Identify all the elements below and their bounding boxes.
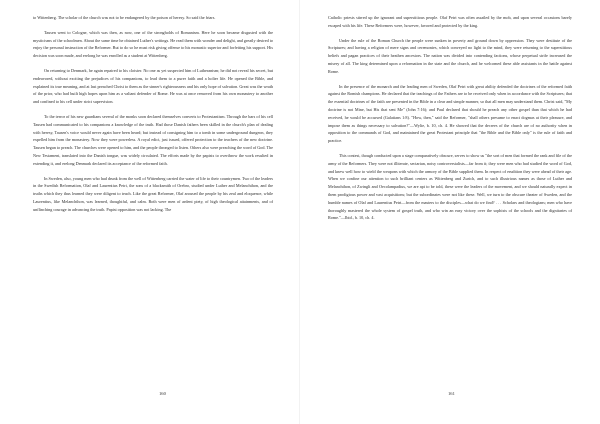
left-page-number: 160 — [159, 391, 166, 396]
left-paragraph-1: to Wittenberg. The scholar of the church was not to be endangered by the poison of heresy. So said the friars. — [33, 15, 216, 20]
right-page-number: 161 — [448, 391, 455, 396]
right-paragraph-1: Catholic priests stirred up the ignorant and superstitious people. Olaf Petri was often assailed by the mob, and upon several occasions barely escaped with his life. These Reformers were, however, favored and protected by the king. — [328, 15, 572, 28]
left-paragraph-5: In Sweden, also, young men who had drunk from the well of Wittenberg carried the water of life to their countrymen. Two of the leaders in the Swedish Reformation, Olaf and Laurentius Petri, the sons of a blacksmith of Orebro, studied under Luther and Melanchthon, and the truths which they thus learned they were diligent to teach. Like the great Reformer, Olaf aroused the people by his zeal and eloquence, while Laurentius, like Melanchthon, was learned, thoughtful, and calm. Both were men of ardent piety, of high theological attainments, and of unflinching courage in advancing the truth. Papist opposition was not lacking. The — [33, 175, 273, 212]
right-paragraph-4: This contest, though conducted upon a stage comparatively obscure, serves to show us "the sort of men that formed the rank and file of the army of the Reformers. They were not illiterate, sectarian, noisy controversialists—far from it; they were men who had studied the word of God, and knew well how to wield the weapons with which the armory of the Bible supplied them. In respect of erudition they were ahead of their age. When we confine our attention to such brilliant centers as Wittenberg and Zurich, and to such illustrious names as those of Luther and Melanchthon, of Zwingli and Oecolampadius, we are apt to be told, these were the leaders of the movement, and we should naturally expect in them prodigious power and vast acquisitions; but the subordinates were not like these. Well, we turn to the obscure theater of Sweden, and the humble names of Olaf and Laurentius Petri—from the masters to the disciples—what do we find? . . . Scholars and theologians; men who have thoroughly mastered the whole system of gospel truth, and who win an easy victory over the sophists of the schools and the dignitaries of Rome."—Ibid., b. 10, ch. 4. — [328, 152, 572, 221]
left-paragraph-2: Tausen went to Cologne, which was then, as now, one of the strongholds of Romanism. Here he soon became disgusted with the mysticisms of the schoolmen. About the same time he obtained Luther's writings. He read them with wonder and delight, and greatly desired to enjoy the personal instruction of the Reformer. But to do so he must risk giving offense to his monastic superior and forfeiting his support. His decision was soon made, and erelong he was enrolled as a student at Wittenberg. — [33, 29, 273, 59]
right-paragraph-3: In the presence of the monarch and the leading men of Sweden, Olaf Petri with great ability defended the doctrines of the reformed faith against the Romish champions. He declared that the teachings of the Fathers are to be received only when in accordance with the Scriptures; that the essential doctrines of the faith are presented in the Bible in a clear and simple manner, so that all men may understand them. Christ said, "My doctrine is not Mine, but His that sent Me" (John 7:16); and Paul declared that should he preach any other gospel than that which he had received, he would be accursed (Galatians 1:8). "How, then," said the Reformer, "shall others presume to enact dogmas at their pleasure, and impose them as things necessary to salvation?"—Wylie, b. 10, ch. 4. He showed that the decrees of the church are of no authority when in opposition to the commands of God, and maintained the great Protestant principle that "the Bible and the Bible only" is the rule of faith and practice. — [328, 83, 572, 144]
left-paragraph-4: To the terror of his new guardians several of the monks soon declared themselves converts to Protestantism. Through the bars of his cell Tausen had communicated to his companions a knowledge of the truth. Had those Danish fathers been skilled in the church's plan of dealing with heresy, Tausen's voice would never again have been heard; but instead of consigning him to a tomb in some underground dungeon, they expelled him from the monastery. Now they were powerless. A royal edict, just issued, offered protection to the teachers of the new doctrine. Tausen began to preach. The churches were opened to him, and the people thronged to listen. Others also were preaching the word of God. The New Testament, translated into the Danish tongue, was widely circulated. The efforts made by the papists to overthrow the work resulted in extending it, and erelong Denmark declared its acceptance of the reformed faith. — [33, 113, 273, 166]
right-page — [300, 0, 600, 424]
right-paragraph-2: Under the rule of the Roman Church the people were sunken in poverty and ground down by oppression. They were destitute of the Scriptures; and having a religion of mere signs and ceremonies, which conveyed no light to the mind, they were returning to the superstitious beliefs and pagan practices of their heathen ancestors. The nation was divided into contending factions, whose perpetual strife increased the misery of all. The king determined upon a reformation in the state and the church, and he welcomed these able assistants in the battle against Rome. — [328, 37, 572, 74]
left-paragraph-3: On returning to Denmark, he again repaired to his cloister. No one as yet suspected him of Lutheranism; he did not reveal his secret, but endeavored, without exciting the prejudices of his companions, to lead them to a purer faith and a holier life. He opened the Bible, and explained its true meaning, and at last preached Christ to them as the sinner's righteousness and his only hope of salvation. Great was the wrath of the prior, who had built high hopes upon him as a valiant defender of Rome. He was at once removed from his own monastery to another and confined to his cell under strict supervision. — [33, 67, 273, 105]
